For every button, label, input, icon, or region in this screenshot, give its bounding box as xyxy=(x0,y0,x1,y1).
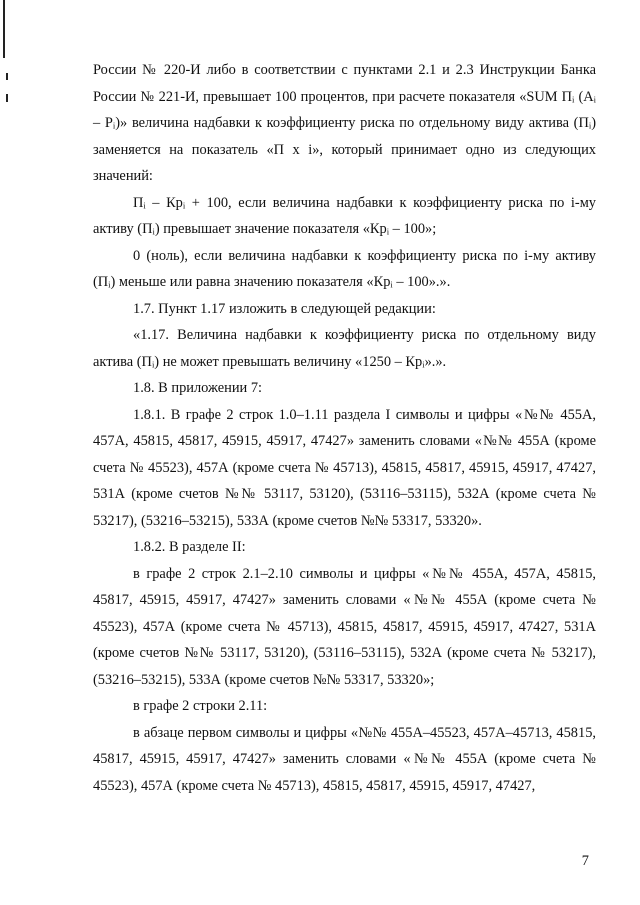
paragraph: России № 220-И либо в соответствии с пунктами 2.1 и 2.3 Инструкции Банка России № 221-И, превышает 100 процентов, при расчете показателя «SUM Пᵢ (Aᵢ – Pᵢ)» величина надбавки к коэффициенту риска по отдельному виду актива (Пᵢ) заменяется на показатель «П x i», который принимает одно из следующих значений: xyxy=(93,62,596,184)
paragraph: в графе 2 строки 2.11: xyxy=(133,698,268,714)
scan-edge-mark xyxy=(3,0,5,58)
paragraph: 1.8.2. В разделе II: xyxy=(133,539,246,555)
paragraph: в графе 2 строк 2.1–2.10 символы и цифры «№№ 455А, 457А, 45815, 45817, 45915, 45917, 47427» заменить словами «№№ 455А (кроме счета № 45523), 457А (кроме счета № 45713), 45815, 45817, 45915, 45917, 47427, 531А (кроме счетов №№ 53117, 53120), (53116–53115), 532А (кроме счета № 53217), (53216–53215), 533А (кроме счетов №№ 53317, 53320»; xyxy=(93,565,596,688)
paragraph: 0 (ноль), если величина надбавки к коэффициенту риска по i-му активу (Пᵢ) меньше или равна значению показателя «Крᵢ – 100».». xyxy=(93,247,596,290)
paragraph: 1.8. В приложении 7: xyxy=(133,380,263,396)
page-number: 7 xyxy=(581,853,589,869)
scan-edge-mark xyxy=(6,94,8,102)
paragraph: 1.7. Пункт 1.17 изложить в следующей редакции: xyxy=(133,300,436,317)
document-body xyxy=(93,57,596,799)
paragraph: Пᵢ – Крᵢ + 100, если величина надбавки к коэффициенту риска по i-му активу (Пᵢ) превышает значение показателя «Крᵢ – 100»; xyxy=(93,194,596,237)
scan-edge-mark xyxy=(6,73,8,80)
paragraph: «1.17. Величина надбавки к коэффициенту риска по отдельному виду актива (Пᵢ) не может превышать величину «1250 – Крᵢ».». xyxy=(93,327,596,370)
paragraph: 1.8.1. В графе 2 строк 1.0–1.11 раздела I символы и цифры «№№ 455А, 457А, 45815, 45817, 45915, 45917, 47427» заменить словами «№№ 455А (кроме счета № 45523), 457А (кроме счета № 45713), 45815, 45817, 45915, 45917, 47427, 531А (кроме счетов №№ 53117, 53120), (53116–53115), 532А (кроме счета № 53217), (53216–53215), 533А (кроме счетов №№ 53317, 53320». xyxy=(93,406,596,529)
paragraph: в абзаце первом символы и цифры «№№ 455А–45523, 457А–45713, 45815, 45817, 45915, 45917, 47427» заменить словами «№№ 455А (кроме счета № 45523), 457А (кроме счета № 45713), 45815, 45817, 45915, 45917, 47427, xyxy=(93,724,596,794)
